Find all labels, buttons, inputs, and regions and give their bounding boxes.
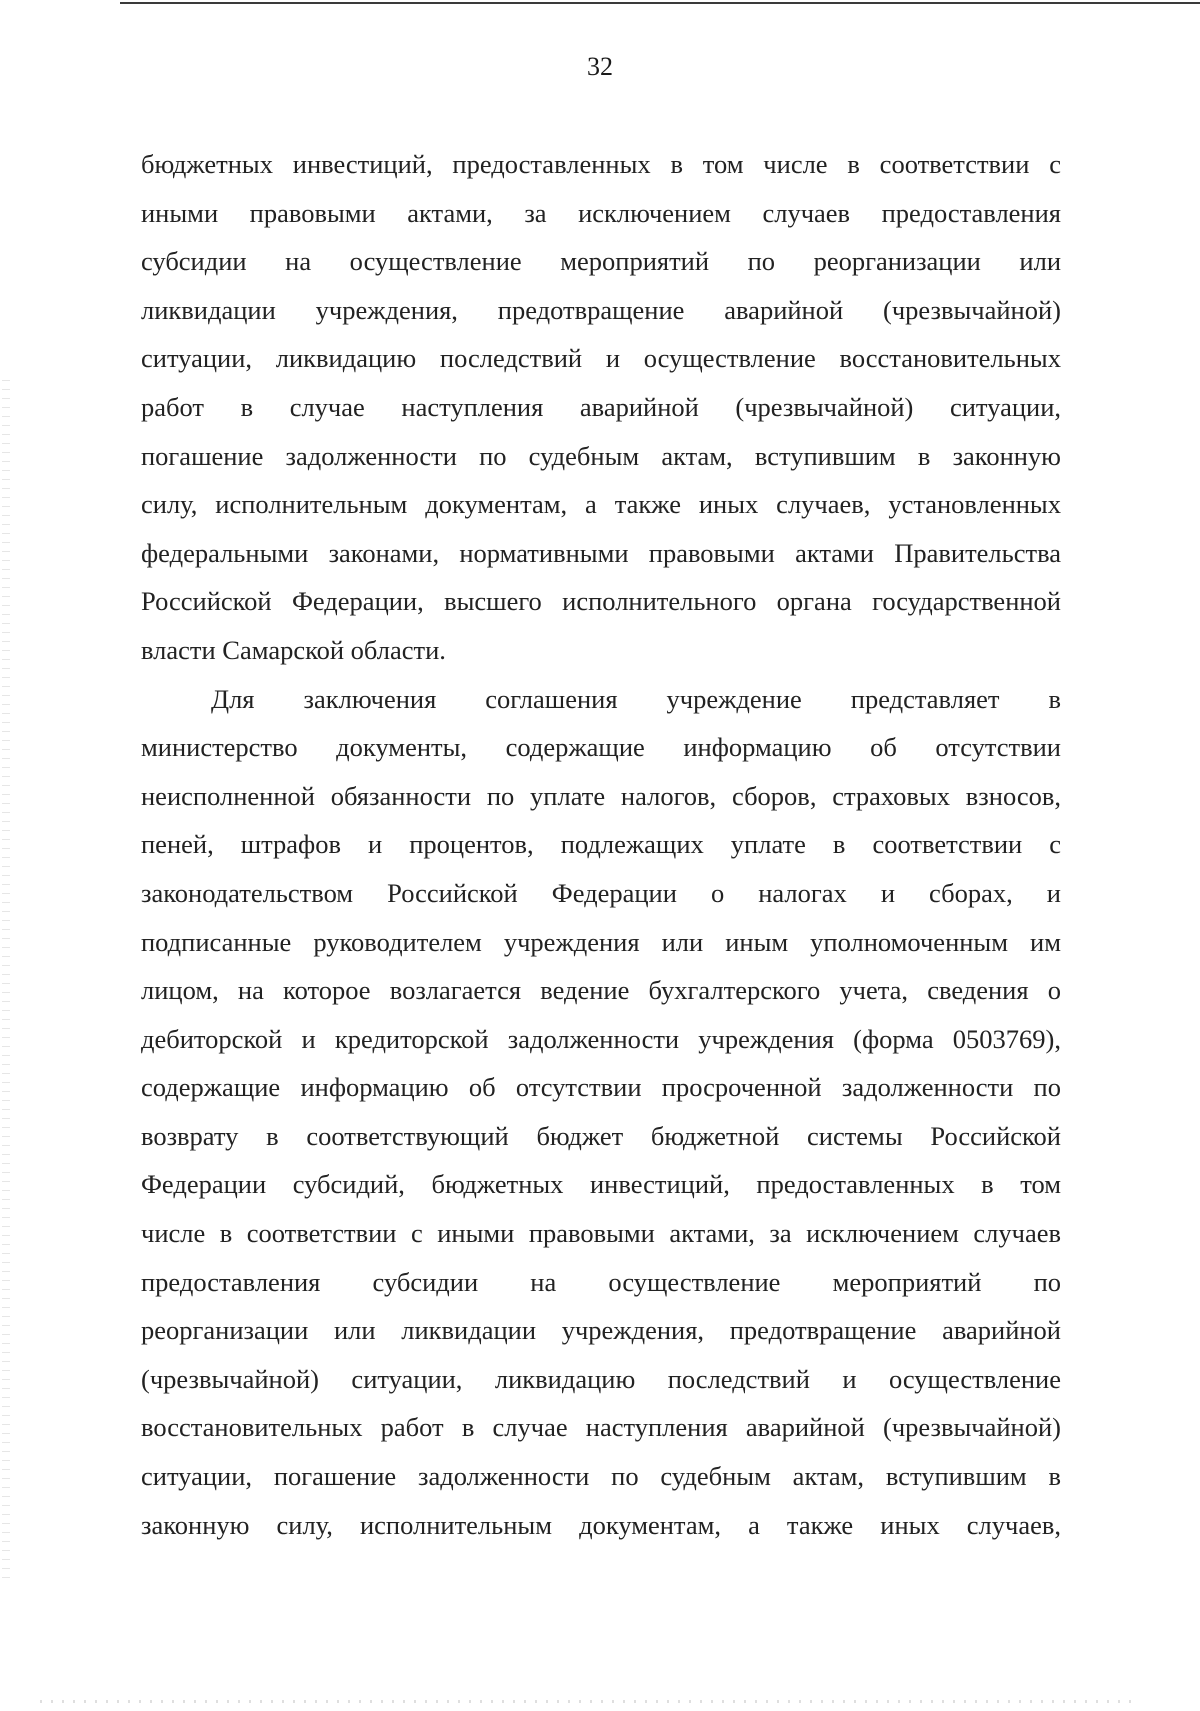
text-line: власти Самарской области. — [141, 634, 446, 665]
text-line: министерство документы, содержащие информацию об отсутствии — [141, 732, 1061, 763]
text-line: Российской Федерации, высшего исполнительного органа государственной — [141, 586, 1061, 617]
text-line: ситуации, погашение задолженности по судебным актам, вступившим в — [141, 1461, 1061, 1492]
text-line: числе в соответствии с иными правовыми актами, за исключением случаев — [141, 1218, 1061, 1249]
text-line: (чрезвычайной) ситуации, ликвидацию последствий и осуществление — [141, 1363, 1061, 1394]
text-line: дебиторской и кредиторской задолженности учреждения (форма 0503769), — [141, 1023, 1061, 1054]
text-line: содержащие информацию об отсутствии просроченной задолженности по — [141, 1072, 1061, 1103]
text-line: ситуации, ликвидацию последствий и осуществление восстановительных — [141, 343, 1061, 374]
text-line: Для заключения соглашения учреждение представляет в — [211, 683, 1061, 714]
page-number: 32 — [587, 52, 613, 81]
text-line: законную силу, исполнительным документам, а также иных случаев, — [141, 1509, 1061, 1540]
text-line: федеральными законами, нормативными правовыми актами Правительства — [141, 537, 1061, 568]
text-line: Федерации субсидий, бюджетных инвестиций, предоставленных в том — [141, 1169, 1061, 1200]
text-line: иными правовыми актами, за исключением случаев предоставления — [141, 197, 1061, 228]
text-line: силу, исполнительным документам, а также иных случаев, установленных — [141, 489, 1061, 520]
text-line: неисполненной обязанности по уплате налогов, сборов, страховых взносов, — [141, 780, 1061, 811]
text-line: пеней, штрафов и процентов, подлежащих уплате в соответствии с — [141, 829, 1061, 860]
text-line: возврату в соответствующий бюджет бюджетной системы Российской — [141, 1120, 1061, 1151]
text-line: работ в случае наступления аварийной (чрезвычайной) ситуации, — [141, 391, 1061, 422]
text-line: предоставления субсидии на осуществление мероприятий по — [141, 1266, 1061, 1297]
text-line: восстановительных работ в случае наступления аварийной (чрезвычайной) — [141, 1412, 1061, 1443]
text-line: подписанные руководителем учреждения или иным уполномоченным им — [141, 926, 1061, 957]
paragraph-2 — [141, 675, 1061, 1550]
body-text — [141, 140, 1061, 1549]
text-line: погашение задолженности по судебным актам, вступившим в законную — [141, 440, 1061, 471]
text-line: лицом, на которое возлагается ведение бухгалтерского учета, сведения о — [141, 975, 1061, 1006]
scan-bottom-edge — [40, 1700, 1140, 1703]
text-line: законодательством Российской Федерации о налогах и сборах, и — [141, 877, 1061, 908]
text-line: бюджетных инвестиций, предоставленных в том числе в соответствии с — [141, 149, 1061, 179]
text-line: ликвидации учреждения, предотвращение аварийной (чрезвычайной) — [141, 294, 1061, 325]
paragraph-1 — [141, 140, 1061, 675]
scan-top-edge — [120, 2, 1200, 4]
text-line: субсидии на осуществление мероприятий по реорганизации или — [141, 246, 1061, 277]
text-line: реорганизации или ликвидации учреждения, предотвращение аварийной — [141, 1315, 1061, 1346]
scan-left-edge — [2, 380, 10, 1580]
